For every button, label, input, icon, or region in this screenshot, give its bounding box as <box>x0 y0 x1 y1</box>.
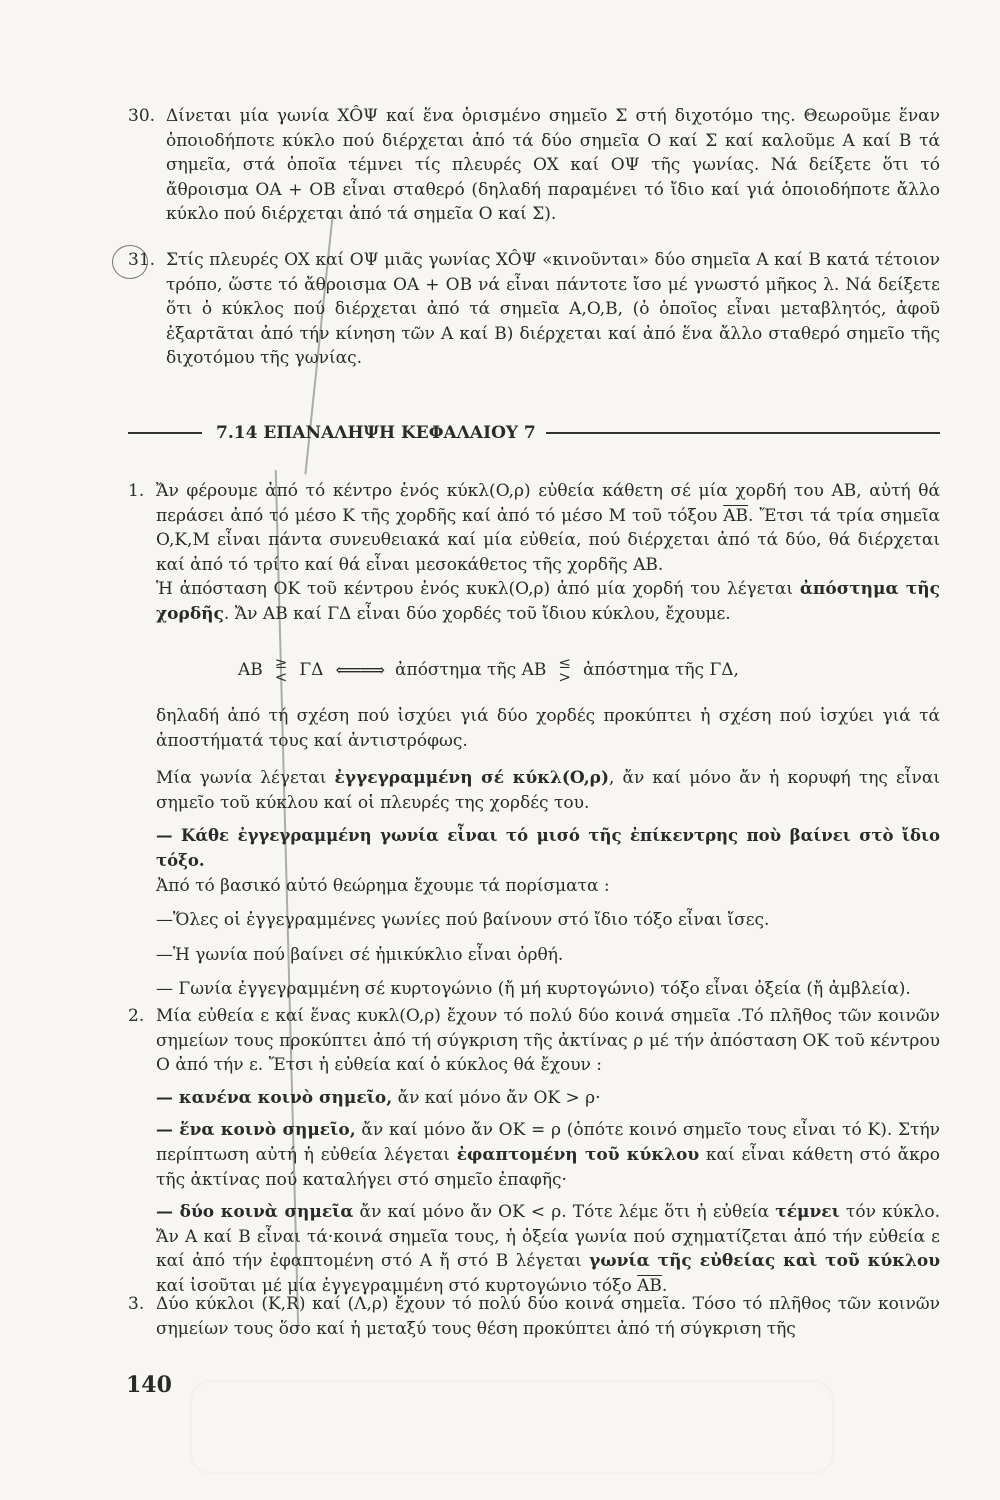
text: . Ἄν AB καί ΓΔ εἶναι δύο χορδές τοῦ ἴδιου κύκλου, ἔχουμε. <box>223 603 731 624</box>
exercise-text: Δίνεται μία γωνία XÔΨ καί ἕνα ὁρισμένο σημεῖο Σ στή διχοτόμο της. Θεωροῦμε ἕναν ὁποιοδήποτε κύκλο πού διέρχεται ἀπό τά δύο σημεῖα O καί Σ καί καλοῦμε A καί B τά σημεῖα, στά ὁποῖα τέμνει τίς πλευρές OX καί OΨ τῆς γωνίας. Νά δείξετε ὅτι τό ἄθροισμα OA + OB εἶναι σταθερό (δηλαδή παραμένει τό ἴδιο καί γιά ὁποιοδήποτε ἄλλο κύκλο πού διέρχεται ἀπό τά σημεῖα O καί Σ). <box>166 106 940 224</box>
paragraph <box>156 479 940 577</box>
case-two-common-points <box>156 1200 940 1298</box>
exercise-number: 30. <box>128 106 156 126</box>
relation-bottom: < <box>274 668 288 686</box>
text: . Ἔτσι τά τρία σημεῖα O,K,M εἶναι πάντα συνευθειακά καί μία εὐθεία, πού διέρχεται ἀπό τά δύο, θά διέρχεται καί ἀπό τό τρίτο καί θά εἶναι μεσοκάθετος τῆς χορδῆς AB. <box>156 505 940 575</box>
paragraph: Δύο κύκλοι (K,R) καί (Λ,ρ) ἔχουν τό πολύ δύο κοινά σημεῖα. Τόσο τό πλῆθος τῶν κοινῶν σημείων τους ὅσο καί ἡ μεταξύ τους θέση προκύπτει ἀπό τή σύγκριση τῆς <box>156 1294 940 1339</box>
term: — ἕνα κοινὸ σημεῖο, <box>156 1120 356 1141</box>
theorem: — Κάθε ἐγγεγραμμένη γωνία εἶναι τό μισό τῆς ἐπίκεντρης ποὺ βαίνει στὸ ἴδιο τόξο. <box>156 826 940 870</box>
summary-item-1-continued <box>128 704 940 1002</box>
term: ἐγγεγραμμένη σέ κύκλ(O,ρ) <box>334 768 609 789</box>
formula-line <box>238 648 739 692</box>
text: ἄν καί μόνο ἄν OK < ρ. Τότε λέμε ὅτι ἡ εὐθεία <box>353 1202 776 1223</box>
text: καί εἶναι κάθετη στό ἄκρο τῆς ἀκτίνας πού καταλήγει στό σημεῖο ἐπαφῆς· <box>156 1144 941 1190</box>
heading-rule <box>128 432 202 434</box>
text: Ἄν φέρουμε ἀπό τό κέντρο ἑνός κύκλ(O,ρ) εὐθεία κάθετη σέ μία χορδή του AB, αὐτή θά περάσει ἀπό τό μέσο K τῆς χορδῆς καί ἀπό τό μέσο M τοῦ τόξου <box>156 481 940 526</box>
term: γωνία τῆς εὐθείας καὶ τοῦ κύκλου <box>589 1251 940 1272</box>
paragraph: Ἀπό τό βασικό αὐτό θεώρημα ἔχουμε τά πορίσματα : <box>156 875 610 896</box>
text: , ἄν καί μόνο ἄν ἡ κορυφή της εἶναι σημεῖο τοῦ κύκλου καί οἱ πλευρές της χορδές του. <box>156 768 940 813</box>
text: Μία γωνία λέγεται <box>156 768 335 789</box>
term: ἀπόστημα τῆς χορδῆς <box>156 579 940 624</box>
item-number: 2. <box>128 1006 145 1026</box>
paragraph <box>156 766 940 815</box>
formula-term: AB <box>238 660 263 680</box>
corollary: —Ὅλες οἱ ἐγγεγραμμένες γωνίες πού βαίνουν στό ἴδιο τόξο εἶναι ἴσες. <box>156 910 770 931</box>
formula-term: ΓΔ <box>299 660 324 680</box>
case-no-common-point <box>156 1086 940 1111</box>
bleed-through-stamp <box>190 1380 834 1474</box>
exercise-text: Στίς πλευρές OX καί OΨ μιᾶς γωνίας XÔΨ «κινοῦνται» δύο σημεῖα A καί B κατά τέτοιον τρόπο, ὥστε τό ἄθροισμα OA + OB νά εἶναι πάντοτε ἴσο μέ γνωστό μῆκος λ. Νά δείξετε ὅτι ὁ κύκλος πού διέρχεται ἀπό τά σημεῖα A,O,B, (ὁ ὁποῖος εἶναι μεταβλητός, ἀφοῦ ἐξαρτᾶται ἀπό τήν κίνηση τῶν A καί B) διέρχεται καί ἀπό ἕνα ἄλλο σταθερό σημεῖο τῆς διχοτόμου τῆς γωνίας. <box>166 250 940 368</box>
exercise-30 <box>128 104 940 227</box>
corollary: — Γωνία ἐγγεγραμμένη σέ κυρτογώνιο (ἤ μή κυρτογώνιο) τόξο εἶναι ὀξεία (ἤ ἀμβλεία). <box>156 979 911 1000</box>
formula-term: ἀπόστημα τῆς ΓΔ, <box>582 660 739 680</box>
relation-top: ≤ <box>558 654 571 672</box>
summary-item-3 <box>128 1292 940 1341</box>
text: ἄν καί μόνο ἄν OK = ρ (ὁπότε κοινό σημεῖο τους εἶναι τό K). Στήν περίπτωση αὐτή ἡ εὐθεία λέγεται <box>156 1120 940 1165</box>
formula-term: ἀπόστημα τῆς AB <box>395 660 547 680</box>
case-one-common-point <box>156 1118 940 1192</box>
item-number: 1. <box>128 481 145 501</box>
exercise-number: 31. <box>128 250 156 270</box>
equivalence-arrow: ⟸⟹ <box>335 659 384 681</box>
text: . <box>661 1275 668 1296</box>
text: τόν κύκλο. Ἄν A καί B εἶναι τά·κοινά σημεῖα τους, ἡ ὀξεία γωνία πού σχηματίζεται ἀπό τήν εὐθεία ε καί ἀπό τήν ἐφαπτομένη στό A ἤ στό B λέγεται <box>156 1202 941 1272</box>
page-number: 140 <box>126 1372 172 1398</box>
relation-bottom: > <box>558 668 571 686</box>
section-heading <box>128 418 940 448</box>
paragraph <box>156 577 940 626</box>
summary-item-1 <box>128 479 940 627</box>
arc-label: $\overline{AB}$ <box>637 1275 662 1296</box>
term: — κανένα κοινὸ σημεῖο, <box>156 1087 393 1108</box>
corollary: —Ἡ γωνία πού βαίνει σέ ἡμικύκλιο εἶναι ὀρθή. <box>156 944 564 965</box>
arc-label: $\overline{AB}$ <box>723 505 749 526</box>
paragraph: δηλαδή ἀπό τή σχέση πού ἰσχύει γιά δύο χορδές προκύπτει ἡ σχέση πού ἰσχύει γιά τά ἀποστήματά τους καί ἀντιστρόφως. <box>156 706 940 751</box>
term: ἐφαπτομένη τοῦ κύκλου <box>456 1144 700 1165</box>
relation-symbol <box>275 656 288 684</box>
section-title: 7.14 ΕΠΑΝΑΛΗΨΗ ΚΕΦΑΛΑΙΟΥ 7 <box>216 423 536 443</box>
text: ἄν καί μόνο ἄν OK > ρ· <box>392 1087 601 1108</box>
item-number: 3. <box>128 1294 145 1314</box>
relation-symbol <box>558 656 571 684</box>
exercise-31 <box>128 248 940 371</box>
heading-rule <box>546 432 940 434</box>
text: καί ἰσοῦται μέ μία ἐγγεγραμμένη στό κυρτογώνιο τόξο <box>156 1275 638 1296</box>
term: τέμνει <box>775 1202 840 1223</box>
relation-top: ≥ <box>274 654 288 672</box>
paragraph: Μία εὐθεία ε καί ἕνας κυκλ(O,ρ) ἔχουν τό πολύ δύο κοινά σημεῖα .Τό πλῆθος τῶν κοινῶν σημείων τους προκύπτει ἀπό τή σύγκριση τῆς ἀκτίνας ρ μέ τήν ἀπόσταση OK τοῦ κέντρου O ἀπό τήν ε. Ἔτσι ἡ εὐθεία καί ὁ κύκλος θά ἔχουν : <box>156 1006 940 1076</box>
term: — δύο κοινὰ σημεῖα <box>156 1202 354 1223</box>
text: Ἡ ἀπόσταση OK τοῦ κέντρου ἑνός κυκλ(O,ρ) ἀπό μία χορδή του λέγεται <box>156 579 800 600</box>
summary-item-2 <box>128 1004 940 1299</box>
